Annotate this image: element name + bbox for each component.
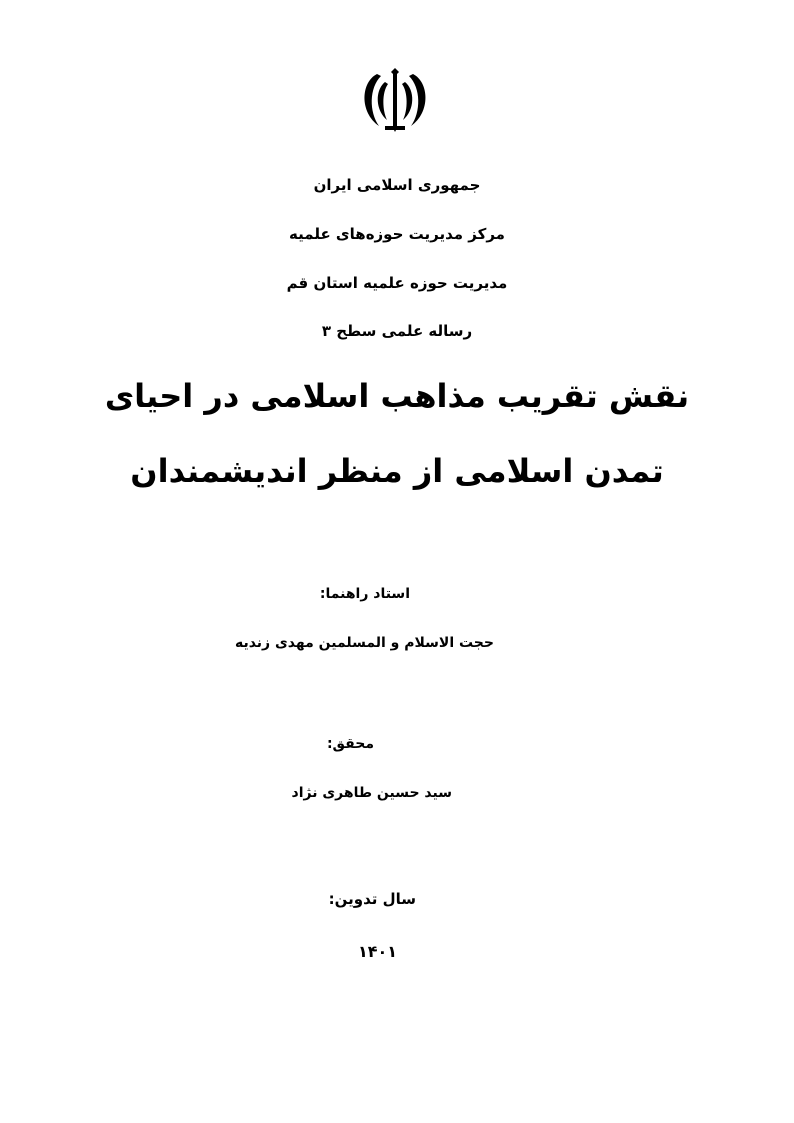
thesis-title-line1: نقش تقریب مذاهب اسلامی در احیای [104, 377, 690, 415]
center-name: مرکز مدیریت حوزه‌های علمیه [289, 225, 505, 243]
iran-emblem-icon [357, 68, 433, 134]
thesis-title-line2: تمدن اسلامی از منظر اندیشمندان [130, 452, 664, 490]
year-value: ۱۴۰۱ [357, 942, 397, 961]
advisor-name: حجت الاسلام و المسلمین مهدی زندیه [234, 635, 494, 651]
province-name: مدیریت حوزه علمیه استان قم [286, 274, 508, 292]
country-name: جمهوری اسلامی ایران [313, 176, 481, 194]
thesis-level: رساله علمی سطح ۳ [321, 322, 473, 340]
researcher-label: محقق: [326, 736, 374, 752]
year-label: سال تدوین: [328, 890, 416, 908]
advisor-label: استاد راهنما: [319, 586, 410, 602]
researcher-name: سید حسین طاهری نژاد [291, 785, 452, 801]
